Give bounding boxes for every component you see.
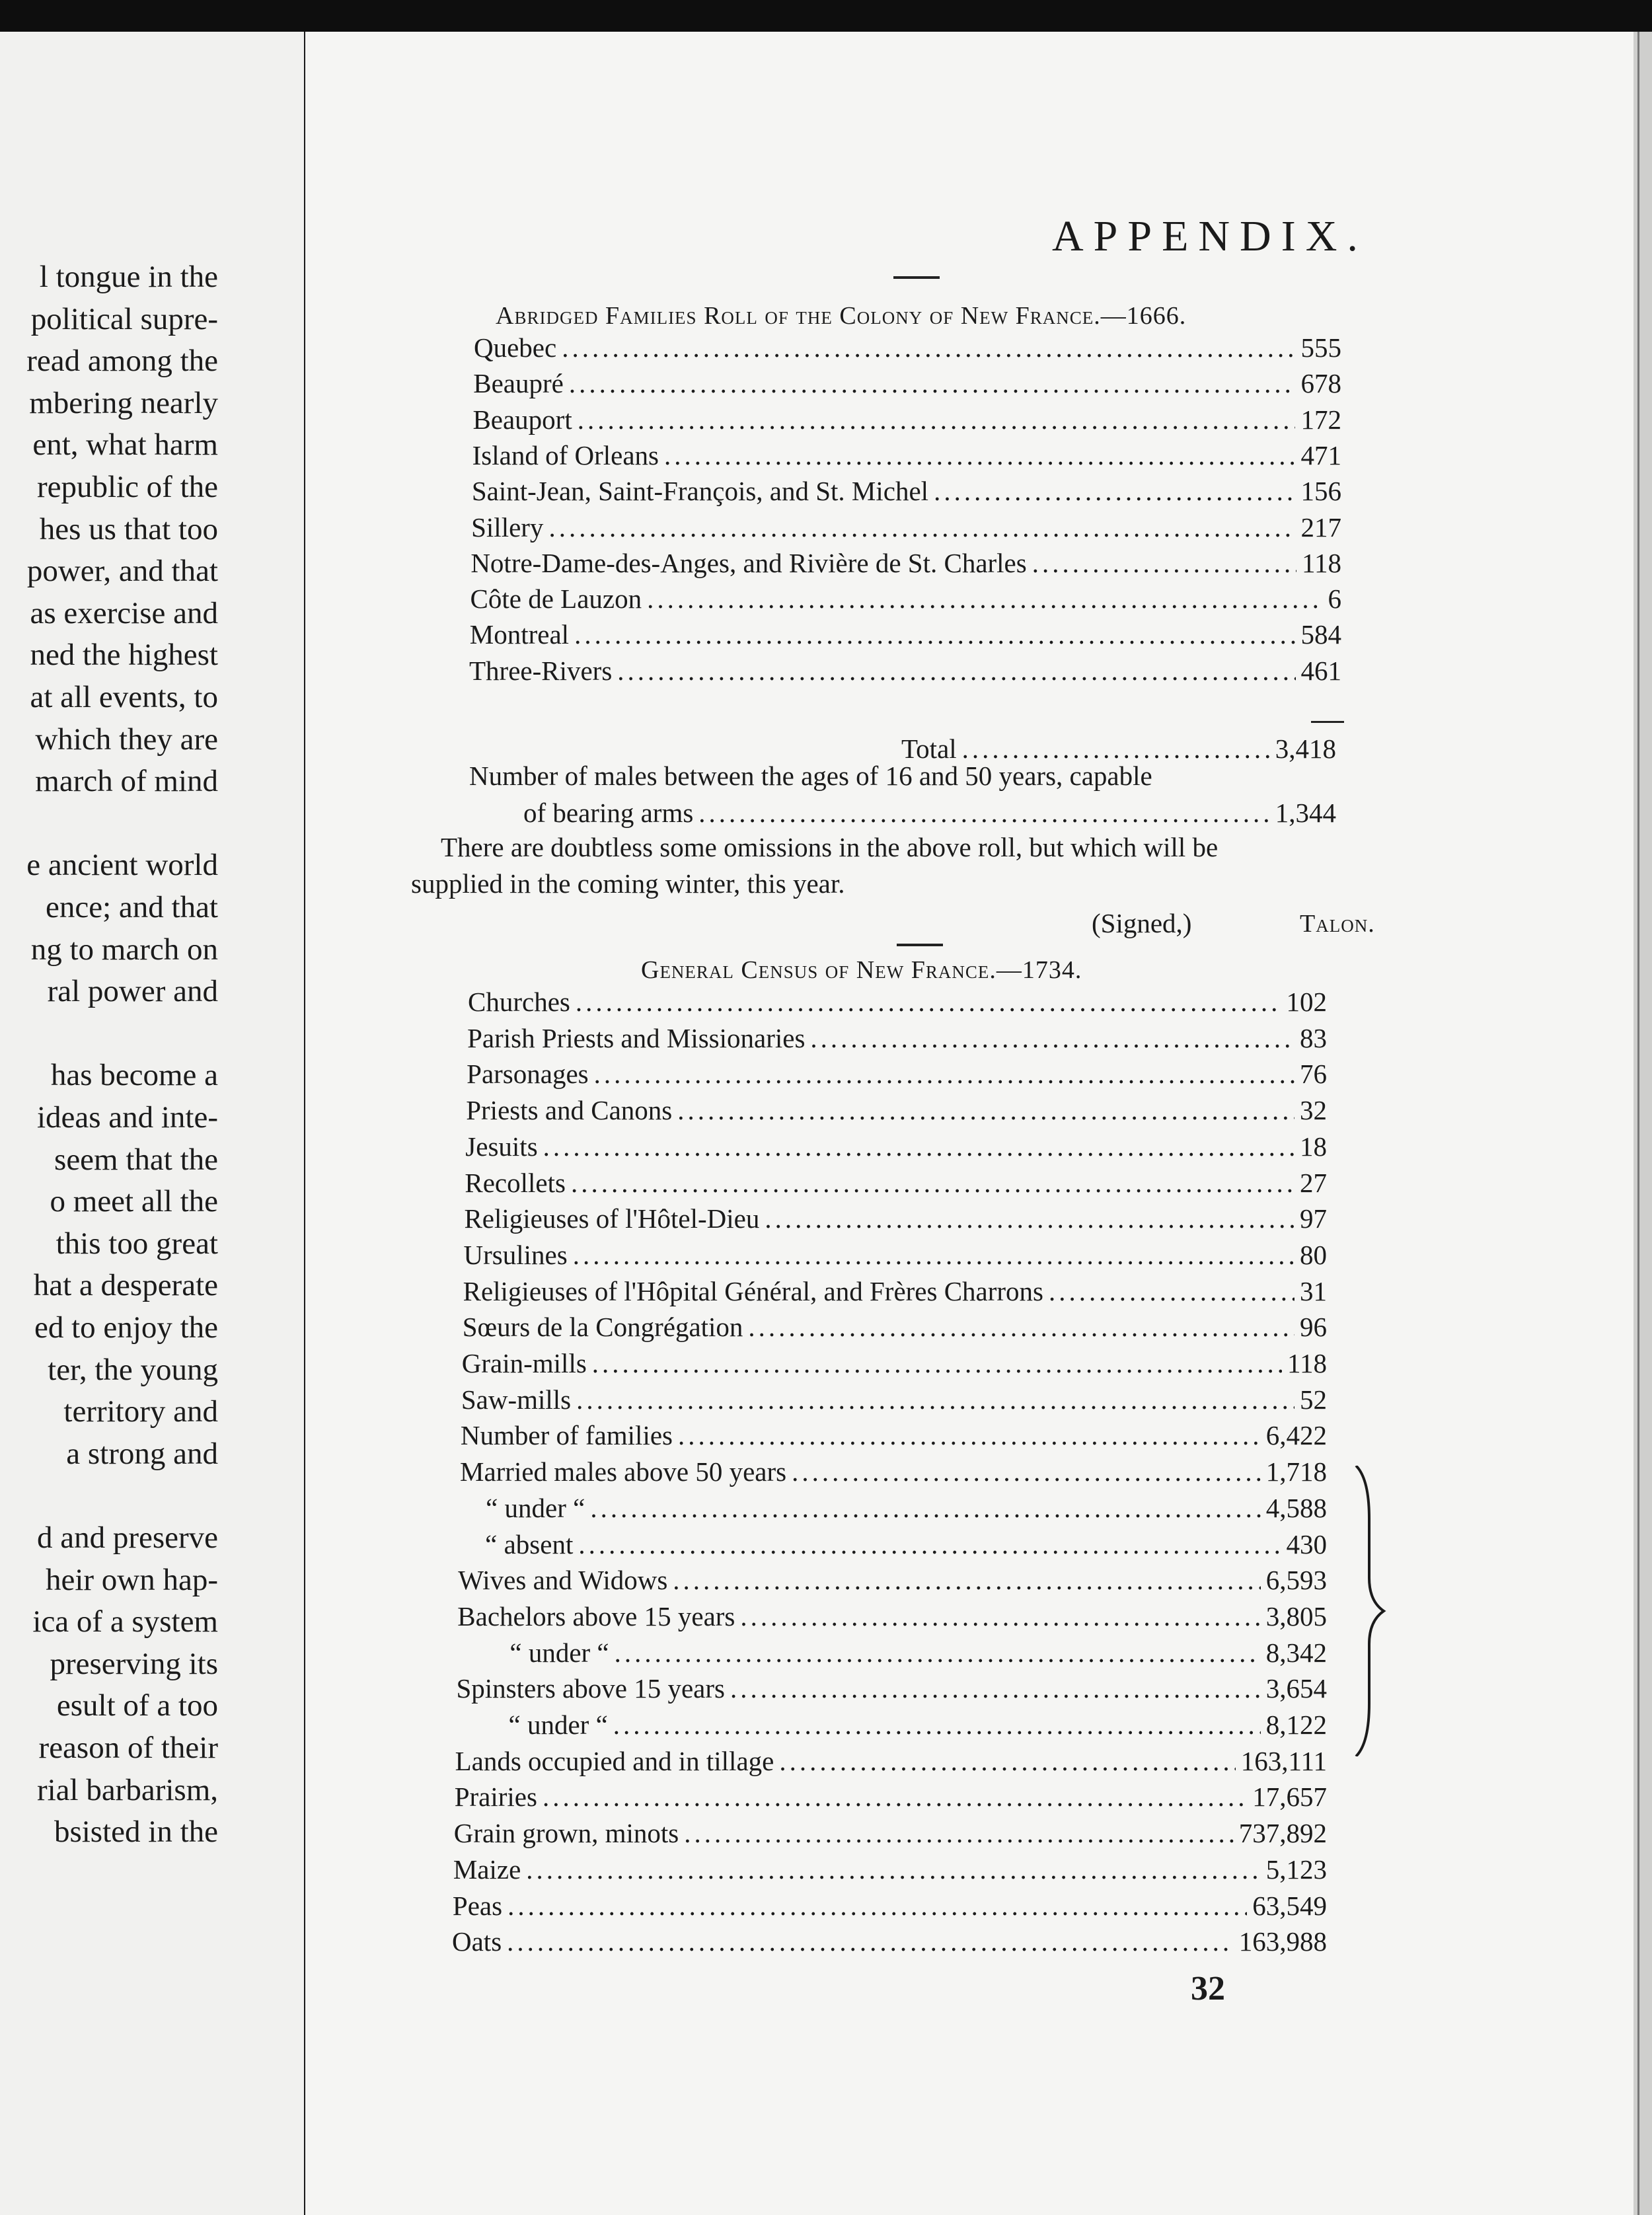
row-value: 4,588 xyxy=(1265,1492,1327,1523)
row-value: 678 xyxy=(1300,368,1341,399)
right-page-edge xyxy=(1633,32,1652,2215)
page-title: APPENDIX. xyxy=(1052,212,1368,260)
table-row xyxy=(457,1639,1327,1667)
row-label: Lands occupied and in tillage xyxy=(455,1745,774,1776)
left-page-line: ed to enjoy the xyxy=(34,1310,218,1345)
leader-dots xyxy=(677,1097,1295,1124)
row-label: “ under “ xyxy=(508,1709,608,1740)
left-page-line: as exercise and xyxy=(30,595,218,630)
left-page-line: ned the highest xyxy=(30,638,218,673)
table-row xyxy=(472,478,1341,505)
left-page-line: seem that the xyxy=(54,1142,218,1177)
row-label: Oats xyxy=(452,1926,502,1957)
row-value: 6 xyxy=(1328,583,1341,615)
leader-dots xyxy=(543,1783,1247,1811)
left-page-line: d and preserve xyxy=(36,1520,218,1555)
row-label: Bachelors above 15 years xyxy=(457,1600,735,1632)
row-value: 6,593 xyxy=(1265,1565,1327,1596)
table-row xyxy=(456,1711,1327,1739)
table-row xyxy=(455,1783,1327,1811)
row-label: Married males above 50 years xyxy=(460,1456,787,1487)
row-label: Notre-Dame-des-Anges, and Rivière de St. Charles xyxy=(470,547,1027,578)
table-row xyxy=(461,1422,1327,1449)
leader-dots xyxy=(578,1531,1281,1558)
row-value: 52 xyxy=(1299,1384,1327,1415)
left-page-line: ence; and that xyxy=(46,890,218,924)
row-value: 5,123 xyxy=(1265,1854,1327,1885)
brace-icon xyxy=(1351,1466,1390,1756)
row-value: 102 xyxy=(1286,987,1327,1017)
row-label: Ursulines xyxy=(463,1239,568,1270)
right-page xyxy=(305,32,1633,2215)
row-value: 3,654 xyxy=(1265,1673,1327,1704)
row-label: Saw-mills xyxy=(461,1384,572,1415)
leader-dots xyxy=(1049,1278,1295,1305)
roll-total-row xyxy=(901,735,1336,763)
row-value: 97 xyxy=(1299,1203,1327,1234)
row-value: 31 xyxy=(1299,1275,1327,1306)
leader-dots xyxy=(569,370,1296,397)
page-number: 32 xyxy=(1191,1970,1225,2008)
row-value: 18 xyxy=(1299,1131,1327,1162)
leader-dots xyxy=(792,1458,1261,1485)
row-label: Beaupré xyxy=(473,368,564,399)
table-row xyxy=(454,1820,1327,1847)
left-page-line: which they are xyxy=(35,722,218,757)
left-page-line: has become a xyxy=(50,1058,218,1093)
row-label: Grain grown, minots xyxy=(453,1818,679,1849)
row-label: “ under “ xyxy=(509,1637,609,1668)
left-page-line: territory and xyxy=(63,1394,218,1429)
row-label: Jesuits xyxy=(465,1131,538,1162)
left-page-line: read among the xyxy=(26,344,218,379)
row-value: 8,342 xyxy=(1265,1637,1327,1668)
leader-dots xyxy=(590,1495,1260,1522)
leader-dots xyxy=(507,1928,1234,1955)
left-page-line: this too great xyxy=(56,1226,218,1261)
row-value: 461 xyxy=(1300,655,1341,686)
row-value: 6,422 xyxy=(1265,1420,1327,1451)
left-page-line: ral power and xyxy=(47,974,218,1009)
leader-dots xyxy=(613,1711,1261,1739)
table-row xyxy=(460,1458,1327,1485)
section-rule xyxy=(897,944,943,946)
row-label: Prairies xyxy=(454,1782,537,1813)
table-row xyxy=(452,1890,1327,1921)
leader-dots xyxy=(673,1567,1260,1594)
row-value: 163,111 xyxy=(1240,1745,1327,1776)
row-label: Priests and Canons xyxy=(466,1095,673,1126)
leader-dots xyxy=(507,1893,1247,1920)
row-value: 217 xyxy=(1300,511,1341,543)
leader-dots xyxy=(664,442,1295,469)
left-page-line: political supre- xyxy=(30,301,218,336)
row-label: Saint-Jean, Saint-François, and St. Michel xyxy=(471,476,929,507)
row-label: Maize xyxy=(453,1854,521,1885)
left-page-line: republic of the xyxy=(36,470,218,504)
left-page-line: power, and that xyxy=(26,554,218,589)
row-value: 1,718 xyxy=(1265,1456,1327,1487)
left-page xyxy=(0,32,304,2215)
row-label: Island of Orleans xyxy=(472,439,659,470)
table-row xyxy=(453,1856,1327,1883)
row-label: Sœurs de la Congrégation xyxy=(462,1312,743,1343)
leader-dots xyxy=(1032,550,1296,577)
leader-dots xyxy=(573,1242,1295,1269)
table-row xyxy=(458,1567,1327,1594)
table-row xyxy=(457,1600,1327,1632)
leader-dots xyxy=(779,1748,1235,1775)
leader-dots xyxy=(562,334,1295,361)
left-page-line: ica of a system xyxy=(32,1604,218,1639)
leader-dots xyxy=(571,1170,1295,1197)
row-label: Churches xyxy=(468,987,570,1017)
males-row xyxy=(523,800,1336,827)
row-value: 3,805 xyxy=(1265,1600,1327,1632)
table-row xyxy=(468,989,1327,1016)
leader-dots xyxy=(526,1856,1260,1883)
left-page-line: ideas and inte- xyxy=(36,1100,218,1135)
left-page-line: reason of their xyxy=(38,1731,218,1765)
table-row xyxy=(456,1675,1327,1702)
leader-dots xyxy=(730,1675,1261,1702)
row-label: Beauport xyxy=(472,404,572,435)
row-value: 63,549 xyxy=(1252,1890,1327,1921)
table-row xyxy=(465,1133,1327,1160)
row-value: 430 xyxy=(1286,1528,1327,1559)
row-value: 163,988 xyxy=(1238,1926,1327,1957)
row-value: 83 xyxy=(1299,1022,1327,1053)
leader-dots xyxy=(576,1386,1295,1413)
roll-heading: Abridged Families Roll of the Colony of New France.—1666. xyxy=(496,302,1187,330)
row-label: Parish Priests and Missionaries xyxy=(467,1022,806,1053)
table-row xyxy=(461,1386,1327,1413)
left-page-line: hat a desperate xyxy=(33,1268,218,1303)
table-row xyxy=(462,1350,1327,1377)
row-label: Sillery xyxy=(471,511,544,543)
row-value: 118 xyxy=(1302,547,1341,578)
left-page-line: at all events, to xyxy=(30,680,218,714)
table-row xyxy=(467,1061,1327,1088)
left-page-line: march of mind xyxy=(35,764,218,799)
row-value: 737,892 xyxy=(1238,1818,1327,1849)
left-page-line: rial barbarism, xyxy=(36,1772,218,1807)
left-page-line: preserving its xyxy=(50,1646,218,1681)
left-page-line: bsisted in the xyxy=(54,1815,218,1850)
table-row xyxy=(472,439,1341,470)
table-row xyxy=(463,1239,1327,1270)
leader-dots xyxy=(592,1350,1282,1377)
males-value: 1,344 xyxy=(1275,798,1336,828)
left-page-line: heir own hap- xyxy=(45,1562,218,1597)
census-heading: General Census of New France.—1734. xyxy=(641,956,1082,984)
table-row xyxy=(474,334,1341,361)
row-label: Three-Rivers xyxy=(469,655,613,686)
table-row xyxy=(470,585,1341,613)
table-row xyxy=(463,1314,1327,1341)
row-label: Number of families xyxy=(460,1420,673,1451)
row-value: 118 xyxy=(1287,1348,1327,1378)
leader-dots xyxy=(576,989,1281,1016)
leader-dots xyxy=(578,406,1296,433)
row-value: 76 xyxy=(1299,1059,1327,1090)
row-label: “ absent xyxy=(485,1528,574,1559)
table-row xyxy=(467,1022,1327,1053)
row-label: Religieuses of l'Hôtel-Dieu xyxy=(464,1203,760,1234)
table-row xyxy=(455,1745,1327,1776)
leader-dots xyxy=(647,585,1322,613)
table-row xyxy=(473,370,1341,397)
row-value: 172 xyxy=(1300,404,1341,435)
row-label: Religieuses of l'Hôpital Général, and Frères Charrons xyxy=(463,1275,1044,1306)
table-row xyxy=(470,547,1341,578)
leader-dots xyxy=(617,657,1295,685)
males-line1: Number of males between the ages of 16 and 50 years, capable xyxy=(469,761,1152,791)
note-line2: supplied in the coming winter, this year. xyxy=(411,868,845,899)
table-row xyxy=(459,1492,1327,1523)
left-page-line: a strong and xyxy=(66,1436,218,1471)
left-page-line: esult of a too xyxy=(56,1688,218,1723)
row-label: Montreal xyxy=(469,619,570,650)
row-label: Wives and Widows xyxy=(458,1565,668,1596)
leader-dots xyxy=(574,621,1295,648)
row-label: Recollets xyxy=(465,1167,566,1198)
left-page-line: mbering nearly xyxy=(29,385,218,420)
row-label: Parsonages xyxy=(467,1059,589,1090)
row-value: 80 xyxy=(1299,1239,1327,1270)
signer-name: Talon. xyxy=(1300,910,1375,938)
table-row xyxy=(469,657,1341,685)
males-line2: of bearing arms xyxy=(523,798,694,828)
table-row xyxy=(459,1528,1327,1559)
row-label: Spinsters above 15 years xyxy=(456,1673,725,1704)
left-page-line: hes us that too xyxy=(39,511,218,546)
row-value: 27 xyxy=(1299,1167,1327,1198)
row-label: “ under “ xyxy=(486,1492,585,1523)
table-row xyxy=(471,511,1341,543)
leader-dots xyxy=(548,514,1295,541)
row-label: Grain-mills xyxy=(461,1348,587,1378)
signed-text: (Signed,) xyxy=(1092,908,1192,938)
leader-dots xyxy=(765,1205,1295,1232)
table-row xyxy=(464,1205,1327,1232)
table-row xyxy=(463,1275,1327,1306)
table-row xyxy=(452,1928,1327,1955)
row-label: Quebec xyxy=(474,332,557,363)
table-row xyxy=(466,1097,1327,1124)
total-rule xyxy=(1311,721,1344,723)
left-page-line: l tongue in the xyxy=(39,260,218,294)
title-rule xyxy=(893,276,940,279)
row-label: Côte de Lauzon xyxy=(470,583,642,615)
row-value: 156 xyxy=(1300,476,1341,507)
row-value: 555 xyxy=(1300,332,1341,363)
row-value: 584 xyxy=(1300,619,1341,650)
left-page-line: e ancient world xyxy=(26,848,218,883)
left-page-line: ent, what harm xyxy=(32,428,218,463)
leader-dots xyxy=(543,1133,1295,1160)
leader-dots xyxy=(740,1603,1260,1630)
leader-dots xyxy=(678,1422,1261,1449)
table-row xyxy=(465,1167,1327,1198)
roll-total-label: Total xyxy=(901,733,957,764)
leader-dots xyxy=(615,1639,1261,1667)
row-value: 8,122 xyxy=(1265,1709,1327,1740)
row-value: 471 xyxy=(1300,439,1341,470)
roll-total-value: 3,418 xyxy=(1275,733,1336,764)
row-value: 17,657 xyxy=(1252,1782,1327,1813)
note-line1: There are doubtless some omissions in the above roll, but which will be xyxy=(441,832,1219,862)
row-label: Peas xyxy=(452,1890,503,1921)
leader-dots xyxy=(934,478,1295,505)
leader-dots xyxy=(748,1314,1295,1341)
leader-dots xyxy=(684,1820,1233,1847)
leader-dots xyxy=(594,1061,1295,1088)
leader-dots xyxy=(810,1025,1295,1052)
table-row xyxy=(470,621,1341,648)
left-page-line: ng to march on xyxy=(30,932,218,967)
left-page-line: ter, the young xyxy=(48,1352,218,1387)
row-value: 96 xyxy=(1299,1312,1327,1343)
table-row xyxy=(472,406,1341,433)
scan-top-border xyxy=(0,0,1652,32)
left-page-line: o meet all the xyxy=(50,1184,218,1219)
row-value: 32 xyxy=(1299,1095,1327,1126)
